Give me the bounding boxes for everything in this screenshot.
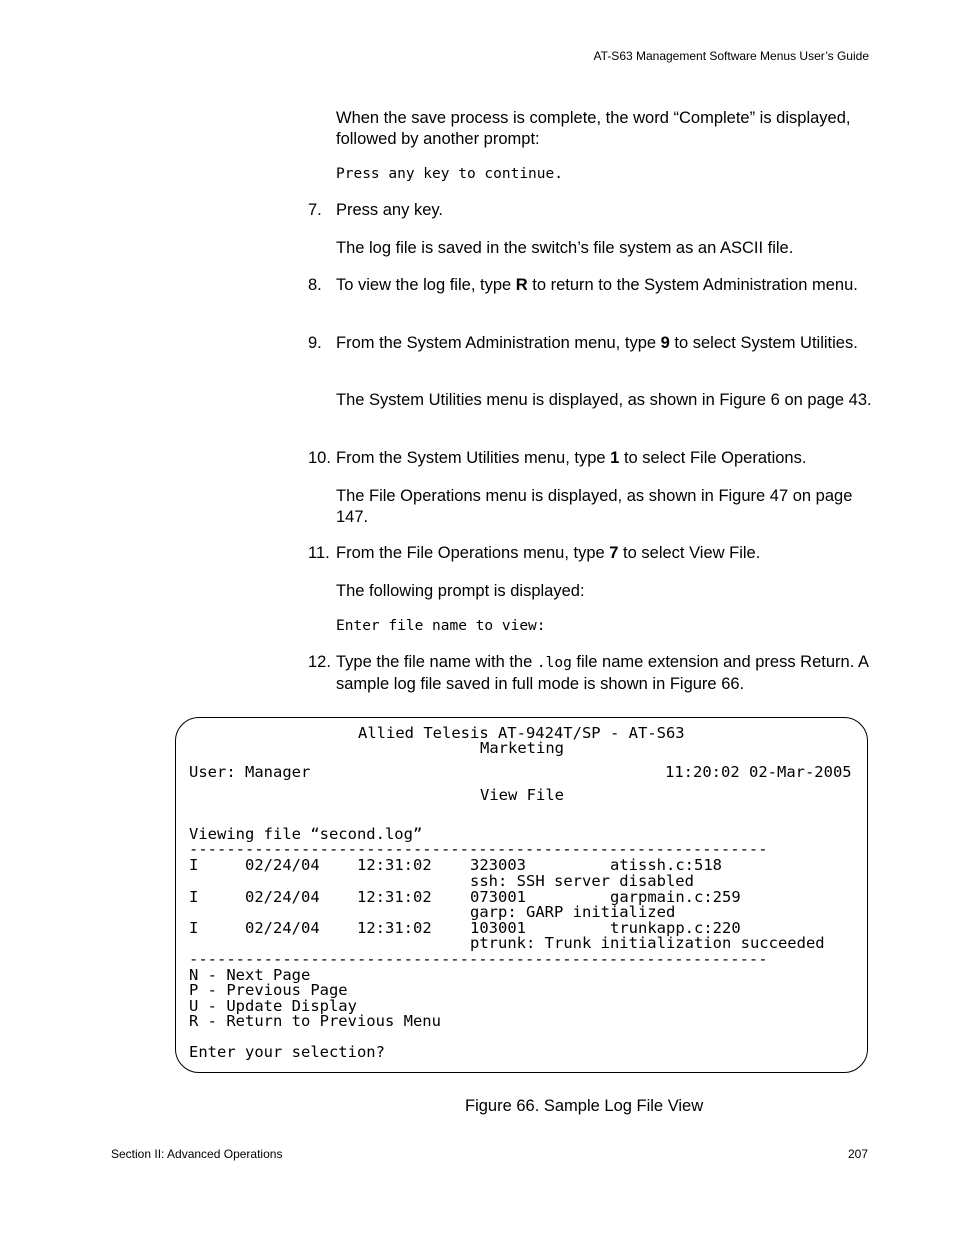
log-code: 323003 — [470, 856, 526, 874]
step-7-note: The log file is saved in the switch’s file system as an ASCII file. — [336, 239, 794, 257]
continue-prompt: Press any key to continue. — [336, 166, 563, 182]
log-code: 073001 — [470, 888, 526, 906]
key-label: 9 — [660, 334, 670, 352]
step-number: 7. — [308, 201, 322, 219]
screen-separator-top: -------------------------------------------------------------- — [189, 840, 768, 858]
selection-prompt: Enter your selection? — [189, 1043, 385, 1061]
screen-user: User: Manager — [189, 763, 311, 781]
log-level: I — [189, 888, 199, 906]
key-label: 7 — [609, 544, 619, 562]
menu-option-update-display: U - Update Display — [189, 997, 357, 1015]
step-number: 10. — [308, 449, 331, 467]
step-text: From the System Administration menu, type 9 to select System Utilities. — [336, 334, 858, 352]
log-date: 02/24/04 — [245, 888, 320, 906]
log-message: ssh: SSH server disabled — [470, 872, 694, 890]
menu-option-return: R - Return to Previous Menu — [189, 1012, 441, 1030]
intro-paragraph: When the save process is complete, the word “Complete” is displayed, followed by another prompt: — [336, 109, 851, 148]
step-number: 11. — [308, 544, 330, 562]
inline-code: .log — [536, 655, 572, 671]
screen-subtitle: Marketing — [480, 739, 564, 757]
step-11-note: The following prompt is displayed: — [336, 582, 585, 600]
log-source: atissh.c:518 — [610, 856, 722, 874]
step-9-note: The System Utilities menu is displayed, as shown in Figure 6 on page 43. — [336, 391, 872, 409]
log-date: 02/24/04 — [245, 856, 320, 874]
screen-title: Allied Telesis AT-9424T/SP - AT-S63 — [358, 724, 685, 742]
step-number: 8. — [308, 276, 322, 294]
step-number: 9. — [308, 334, 322, 352]
filename-prompt: Enter file name to view: — [336, 618, 546, 634]
step-text: From the File Operations menu, type 7 to select View File. — [336, 544, 761, 562]
screen-datetime: 11:20:02 02-Mar-2005 — [665, 763, 852, 781]
log-code: 103001 — [470, 919, 526, 937]
key-label: R — [515, 276, 528, 294]
log-time: 12:31:02 — [357, 856, 432, 874]
running-header: AT-S63 Management Software Menus User’s Guide — [593, 49, 869, 63]
log-time: 12:31:02 — [357, 888, 432, 906]
page-number: 207 — [847, 1147, 868, 1161]
log-level: I — [189, 856, 199, 874]
step-text: From the System Utilities menu, type 1 to select File Operations. — [336, 449, 807, 467]
step-text: To view the log file, type R to return to the System Administration menu. — [336, 276, 858, 294]
figure-caption: Figure 66. Sample Log File View — [465, 1097, 704, 1115]
footer-section: Section II: Advanced Operations — [111, 1147, 283, 1161]
screen-menu-title: View File — [480, 786, 564, 804]
screen-separator-bottom: -------------------------------------------------------------- — [189, 950, 768, 968]
step-text: Press any key. — [336, 201, 443, 219]
terminal-screen-figure — [175, 717, 868, 1073]
step-number: 12. — [308, 653, 331, 671]
log-time: 12:31:02 — [357, 919, 432, 937]
step-10-note: The File Operations menu is displayed, as shown in Figure 47 on page 147. — [336, 487, 853, 526]
log-date: 02/24/04 — [245, 919, 320, 937]
log-source: garpmain.c:259 — [610, 888, 741, 906]
log-source: trunkapp.c:220 — [610, 919, 741, 937]
menu-option-next-page: N - Next Page — [189, 966, 311, 984]
menu-option-previous-page: P - Previous Page — [189, 981, 348, 999]
log-message: ptrunk: Trunk initialization succeeded — [470, 934, 825, 952]
log-level: I — [189, 919, 199, 937]
step-text: Type the file name with the .log file name extension and press Return. A sample log file saved in full mode is shown in Figure 66. — [336, 653, 869, 693]
screen-viewing-file: Viewing file “second.log” — [189, 825, 423, 843]
log-message: garp: GARP initialized — [470, 903, 676, 921]
key-label: 1 — [610, 449, 620, 467]
